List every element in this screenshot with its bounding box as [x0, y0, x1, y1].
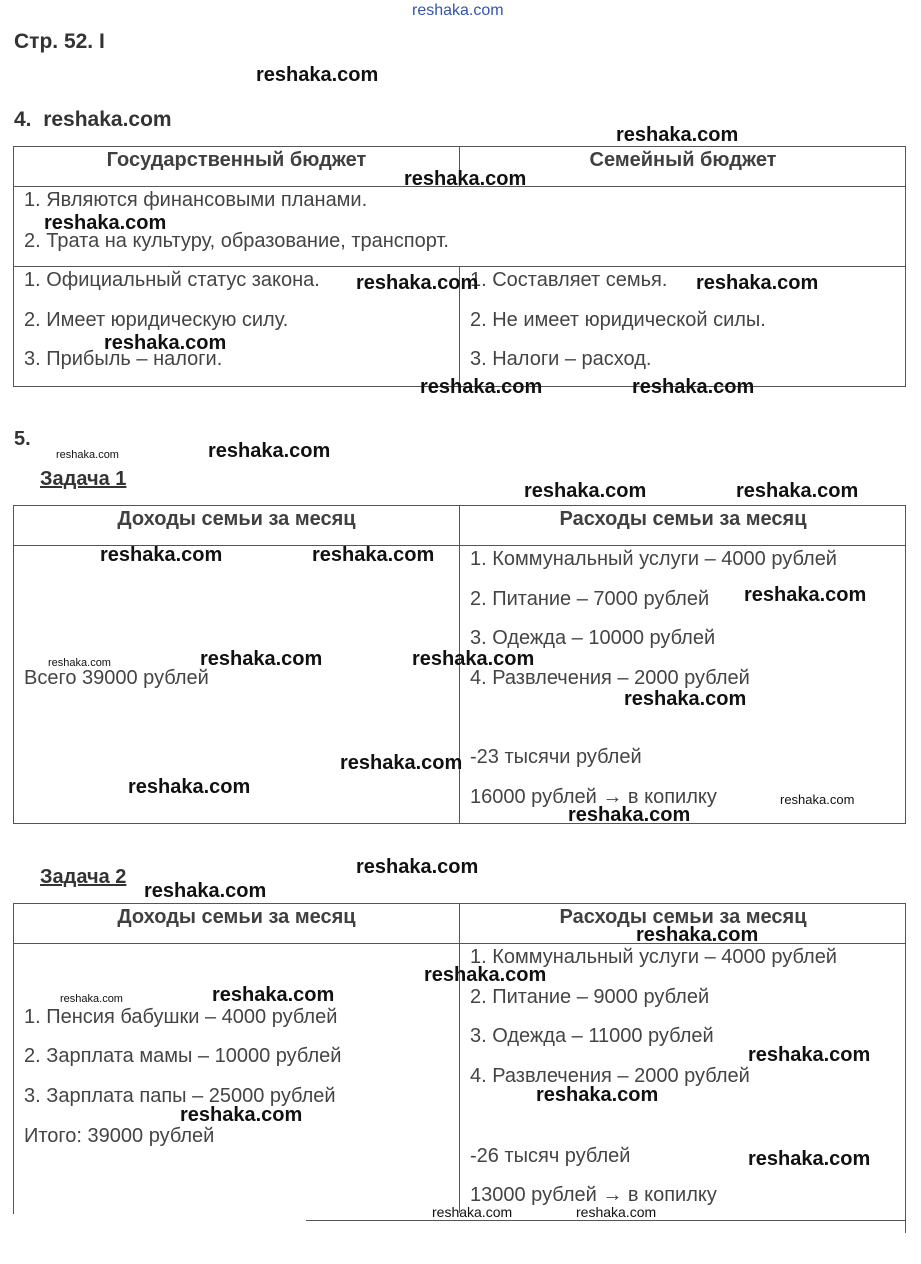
watermark: reshaka.com: [736, 480, 859, 502]
problem2-income-1: 1. Пенсия бабушки – 4000 рублей: [24, 1006, 338, 1028]
task4-header-state: Государственный бюджет: [106, 149, 367, 171]
problem1-title: Задача 1: [40, 468, 127, 490]
watermark: reshaka.com: [340, 752, 463, 774]
problem1-header-income: Доходы семьи за месяц: [117, 508, 356, 530]
task4-number: 4.: [14, 108, 32, 131]
watermark: reshaka.com: [180, 1104, 303, 1126]
watermark: reshaka.com: [748, 1148, 871, 1170]
watermark: reshaka.com: [104, 332, 227, 354]
task4-family-2: 2. Не имеет юридической силы.: [470, 309, 766, 331]
task4-state-1: 1. Официальный статус закона.: [24, 269, 320, 291]
watermark: reshaka.com: [424, 964, 547, 986]
problem1-total-expense: -23 тысячи рублей: [470, 746, 642, 768]
watermark: reshaka.com: [48, 657, 111, 669]
watermark: reshaka.com: [412, 648, 535, 670]
watermark: reshaka.com: [632, 376, 755, 398]
task5-number: 5.: [14, 428, 31, 450]
watermark: reshaka.com: [144, 880, 267, 902]
problem2-expense-4: 4. Развлечения – 2000 рублей: [470, 1065, 750, 1087]
header-watermark: reshaka.com: [412, 2, 504, 19]
watermark: reshaka.com: [536, 1084, 659, 1106]
watermark: reshaka.com: [624, 688, 747, 710]
page-cut-mask: [0, 1214, 306, 1264]
problem2-header-income: Доходы семьи за месяц: [117, 906, 356, 928]
problem1-expense-4: 4. Развлечения – 2000 рублей: [470, 667, 750, 689]
problem2-income-total: Итого: 39000 рублей: [24, 1125, 215, 1147]
watermark: reshaka.com: [696, 272, 819, 294]
page-title: Стр. 52. I: [14, 30, 105, 53]
watermark: reshaka.com: [128, 776, 251, 798]
problem2-expense-3: 3. Одежда – 11000 рублей: [470, 1025, 714, 1047]
problem2-title: Задача 2: [40, 866, 127, 888]
problem1-header-expense: Расходы семьи за месяц: [559, 508, 807, 530]
watermark: reshaka.com: [200, 648, 323, 670]
task4-common-2: 2. Трата на культуру, образование, транспорт.: [24, 230, 449, 252]
watermark: reshaka.com: [256, 64, 379, 86]
watermark: reshaka.com: [524, 480, 647, 502]
problem2-savings: 13000 рублей → в копилку: [470, 1184, 717, 1206]
problem2-expense-1: 1. Коммунальный услуги – 4000 рублей: [470, 946, 837, 968]
watermark: reshaka.com: [576, 1204, 657, 1220]
watermark: reshaka.com: [356, 856, 479, 878]
task4-family-1: 1. Составляет семья.: [470, 269, 668, 291]
task4-heading: [14, 108, 172, 132]
watermark: reshaka.com: [568, 804, 691, 826]
watermark: reshaka.com: [636, 924, 759, 946]
task4-state-2: 2. Имеет юридическую силу.: [24, 309, 289, 331]
problem1-expense-3: 3. Одежда – 10000 рублей: [470, 627, 716, 649]
problem2-income-3: 3. Зарплата папы – 25000 рублей: [24, 1085, 336, 1107]
problem2-header-expense: Расходы семьи за месяц: [559, 906, 807, 928]
watermark: reshaka.com: [312, 544, 435, 566]
problem1-savings: 16000 рублей → в копилку: [470, 786, 717, 808]
watermark: reshaka.com: [356, 272, 479, 294]
problem2-income-2: 2. Зарплата мамы – 10000 рублей: [24, 1045, 342, 1067]
task4-header-family: Семейный бюджет: [589, 149, 777, 171]
watermark: reshaka.com: [748, 1044, 871, 1066]
problem1-expense-2: 2. Питание – 7000 рублей: [470, 588, 710, 610]
problem2-expense-2: 2. Питание – 9000 рублей: [470, 986, 710, 1008]
watermark: reshaka.com: [100, 544, 223, 566]
watermark: reshaka.com: [208, 440, 331, 462]
watermark: reshaka.com: [744, 584, 867, 606]
task4-family-3: 3. Налоги – расход.: [470, 348, 652, 370]
problem2-total-expense: -26 тысяч рублей: [470, 1145, 631, 1167]
watermark: reshaka.com: [56, 449, 119, 461]
problem2-bottom-border: [306, 1220, 906, 1221]
watermark: reshaka.com: [616, 124, 739, 146]
watermark: reshaka.com: [780, 792, 855, 807]
watermark: reshaka.com: [44, 212, 167, 234]
watermark: reshaka.com: [432, 1204, 513, 1220]
task4-label: reshaka.com: [43, 108, 172, 131]
task4-common-1: 1. Являются финансовыми планами.: [24, 189, 368, 211]
watermark: reshaka.com: [404, 168, 527, 190]
watermark: reshaka.com: [60, 993, 123, 1005]
problem2-col-divider: [459, 903, 460, 1213]
task4-state-3: 3. Прибыль – налоги.: [24, 348, 223, 370]
problem1-income-total: Всего 39000 рублей: [24, 667, 209, 689]
watermark: reshaka.com: [420, 376, 543, 398]
problem1-expense-1: 1. Коммунальный услуги – 4000 рублей: [470, 548, 837, 570]
watermark: reshaka.com: [212, 984, 335, 1006]
